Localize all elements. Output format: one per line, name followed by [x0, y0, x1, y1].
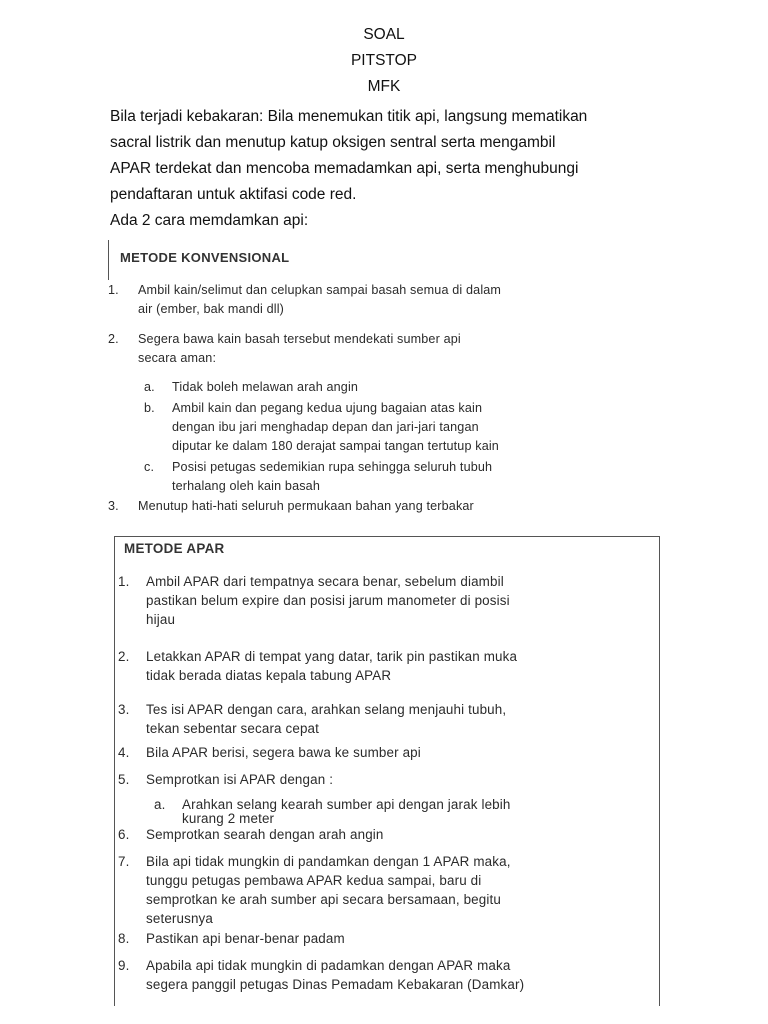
item-line: hijau: [146, 612, 176, 627]
item-text: [146, 770, 648, 789]
item-text: [172, 458, 598, 496]
item-line: Tidak boleh melawan arah angin: [172, 380, 359, 394]
item-line: Tes isi APAR dengan cara, arahkan selang menjauhi tubuh,: [146, 702, 507, 717]
item-line: Bila APAR berisi, segera bawa ke sumber api: [146, 745, 421, 760]
item-number: 2.: [118, 649, 130, 664]
item-letter: a.: [144, 380, 155, 394]
item-line: tidak berada diatas kepala tabung APAR: [146, 668, 392, 683]
metode-konvensional-section: [108, 240, 600, 520]
item-text: [146, 572, 648, 629]
item-line: kurang 2 meter: [182, 811, 275, 826]
title-soal: SOAL: [363, 26, 405, 43]
item-letter: a.: [154, 797, 166, 812]
scan-border: [114, 536, 660, 537]
item-text: [138, 330, 598, 368]
item-line: Letakkan APAR di tempat yang datar, tarik pin pastikan muka: [146, 649, 518, 664]
item-number: 5.: [118, 772, 130, 787]
item-text: [146, 700, 648, 738]
item-line: Posisi petugas sedemikian rupa sehingga seluruh tubuh: [172, 460, 493, 474]
intro-line: pendaftaran untuk aktifasi code red.: [110, 186, 357, 203]
intro-paragraph: [110, 104, 670, 234]
intro-line: Bila terjadi kebakaran: Bila menemukan titik api, langsung mematikan: [110, 108, 588, 125]
item-line: tekan sebentar secara cepat: [146, 721, 320, 736]
section-heading: METODE KONVENSIONAL: [120, 250, 290, 265]
item-line: diputar ke dalam 180 derajat sampai tangan tertutup kain: [172, 439, 499, 453]
scan-border: [114, 536, 115, 1006]
item-number: 7.: [118, 854, 130, 869]
item-line: secara aman:: [138, 351, 217, 365]
item-line: air (ember, bak mandi dll): [138, 302, 284, 316]
item-line: Ambil APAR dari tempatnya secara benar, sebelum diambil: [146, 574, 504, 589]
item-line: dengan ibu jari menghadap depan dan jari-jari tangan: [172, 420, 479, 434]
section-heading: METODE APAR: [124, 541, 225, 556]
item-line: Arahkan selang kearah sumber api dengan jarak lebih: [182, 797, 511, 812]
item-text: [146, 929, 648, 948]
item-text: [146, 743, 648, 762]
item-line: seterusnya: [146, 911, 214, 926]
item-line: pastikan belum expire dan posisi jarum manometer di posisi: [146, 593, 510, 608]
item-number: 3.: [118, 702, 130, 717]
item-line: semprotkan ke arah sumber api secara bersamaan, begitu: [146, 892, 501, 907]
ways-line: Ada 2 cara memdamkan api:: [110, 212, 309, 229]
item-number: 3.: [108, 499, 119, 513]
item-line: Bila api tidak mungkin di pandamkan dengan 1 APAR maka,: [146, 854, 511, 869]
item-text: [172, 378, 598, 397]
item-text: [182, 798, 648, 826]
scan-border: [659, 536, 660, 1006]
item-number: 6.: [118, 827, 130, 842]
item-number: 1.: [108, 283, 119, 297]
item-line: Ambil kain/selimut dan celupkan sampai basah semua di dalam: [138, 283, 502, 297]
item-text: [138, 497, 598, 516]
title-mfk: MFK: [367, 78, 401, 95]
item-line: segera panggil petugas Dinas Pemadam Kebakaran (Damkar): [146, 977, 525, 992]
item-number: 9.: [118, 958, 130, 973]
scan-border: [108, 240, 109, 280]
item-text: [146, 852, 648, 928]
title-pitstop: PITSTOP: [350, 52, 418, 69]
item-line: Ambil kain dan pegang kedua ujung bagaian atas kain: [172, 401, 483, 415]
item-line: Pastikan api benar-benar padam: [146, 931, 345, 946]
item-line: Apabila api tidak mungkin di padamkan dengan APAR maka: [146, 958, 511, 973]
item-number: 4.: [118, 745, 130, 760]
item-line: Segera bawa kain basah tersebut mendekati sumber api: [138, 332, 461, 346]
intro-line: sacral listrik dan menutup katup oksigen sentral serta mengambil: [110, 134, 556, 151]
item-line: tunggu petugas pembawa APAR kedua sampai, baru di: [146, 873, 482, 888]
item-line: Semprotkan isi APAR dengan :: [146, 772, 334, 787]
item-number: 2.: [108, 332, 119, 346]
item-number: 1.: [118, 574, 130, 589]
item-letter: c.: [144, 460, 155, 474]
item-text: [138, 281, 598, 319]
item-text: [146, 956, 648, 994]
item-line: Menutup hati-hati seluruh permukaan bahan yang terbakar: [138, 499, 474, 513]
item-text: [146, 825, 648, 844]
metode-apar-section: [114, 536, 660, 1006]
item-line: terhalang oleh kain basah: [172, 479, 320, 493]
intro-line: APAR terdekat dan mencoba memadamkan api, serta menghubungi: [110, 160, 579, 177]
item-letter: b.: [144, 401, 155, 415]
item-text: [146, 647, 648, 685]
item-text: [172, 399, 598, 456]
item-number: 8.: [118, 931, 130, 946]
item-line: Semprotkan searah dengan arah angin: [146, 827, 384, 842]
